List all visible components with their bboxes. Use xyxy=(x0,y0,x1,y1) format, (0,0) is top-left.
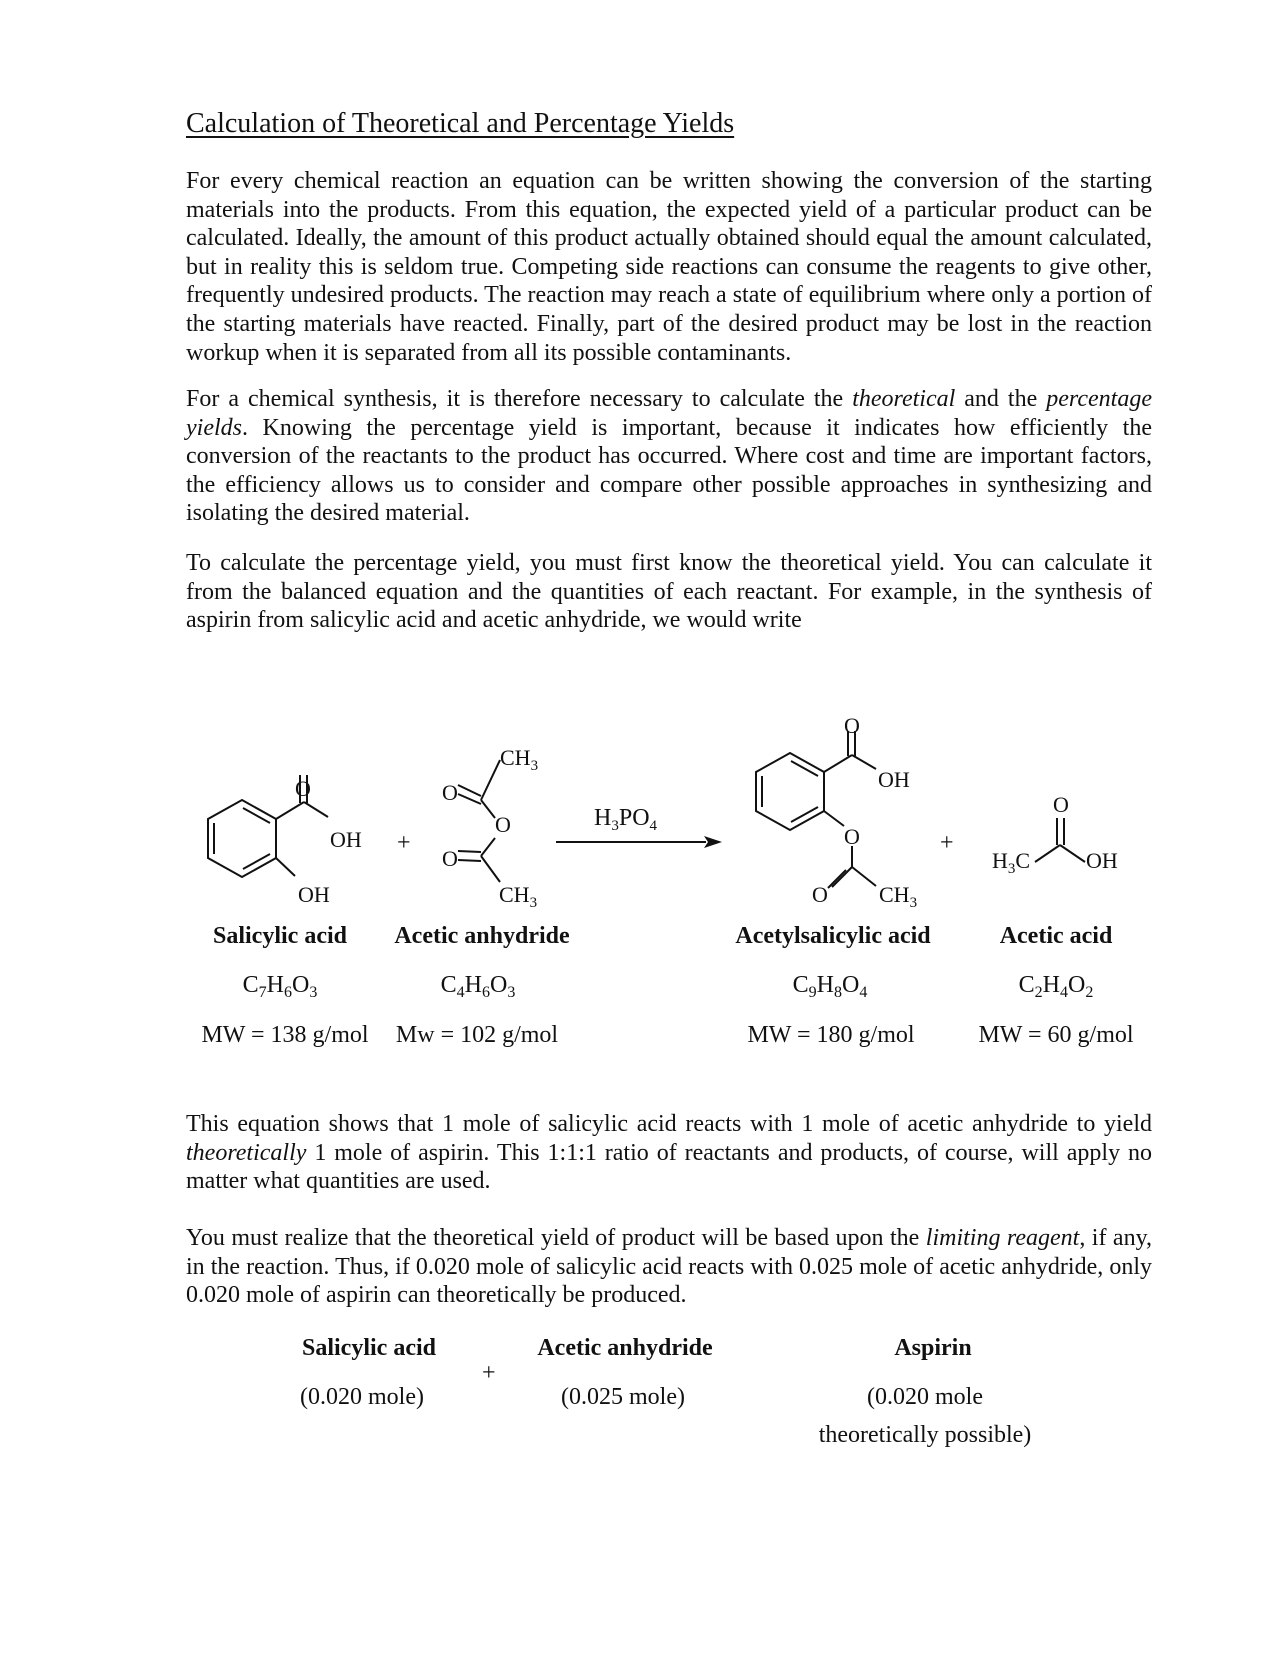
page-title: Calculation of Theoretical and Percentage Yields xyxy=(186,108,735,139)
mw-salicylic: MW = 138 g/mol xyxy=(201,1022,369,1048)
atom-o: O xyxy=(495,812,511,837)
atom-o: O xyxy=(442,846,458,871)
atom-o: O xyxy=(844,824,860,849)
atom-o: O xyxy=(442,780,458,805)
atom-oh: OH xyxy=(878,767,910,792)
example-reactant2-qty: (0.025 mole) xyxy=(561,1384,685,1410)
paragraph-calculate: To calculate the percentage yield, you must first know the theoretical yield. You can calculate it from the balanced equation and the quantities of each reactant. For example, in the synthesis of aspirin from salicylic acid and acetic anhydride, we would write xyxy=(186,550,1152,634)
compound-name-anhydride: Acetic anhydride xyxy=(394,923,570,949)
paragraph-equation: This equation shows that 1 mole of salicylic acid reacts with 1 mole of acetic anhydride to yield theoretically 1 mole of aspirin. This 1:1:1 ratio of reactants and products, of course, will apply no matter what quantities are used. xyxy=(186,1111,1152,1195)
arrow-head xyxy=(704,836,722,848)
example-product-name: Aspirin xyxy=(894,1335,972,1361)
acetic-acid-structure xyxy=(1035,818,1085,862)
atom-o: O xyxy=(812,882,828,907)
atom-o: O xyxy=(295,776,311,801)
compound-name-acetylsalicylic: Acetylsalicylic acid xyxy=(735,923,931,949)
example-reactant1-name: Salicylic acid xyxy=(302,1335,436,1361)
atom-oh: OH xyxy=(298,882,330,907)
formula-salicylic: $C_7H_6O_3$ xyxy=(242,972,318,1001)
plus-sign: + xyxy=(940,830,954,856)
mw-anhydride: Mw = 102 g/mol xyxy=(395,1022,559,1048)
atom-h3c: $H_3C$ xyxy=(992,848,1031,877)
example-product-qty: (0.020 mole xyxy=(867,1384,983,1410)
plus-sign: + xyxy=(482,1360,496,1386)
acetic-anhydride-structure xyxy=(458,760,500,882)
example-reactant2-name: Acetic anhydride xyxy=(537,1335,713,1361)
paragraph-limiting: You must realize that the theoretical yield of product will be based upon the limiting reagent, if any, in the reaction. Thus, if 0.020 mole of salicylic acid reacts with 0.025 mole of acetic anhydride, only 0.020 mole of aspirin can theoretically be produced. xyxy=(186,1225,1153,1309)
mw-acetic-acid: MW = 60 g/mol xyxy=(978,1022,1134,1048)
atom-o: O xyxy=(1053,792,1069,817)
example-product-note: theoretically possible) xyxy=(818,1422,1032,1448)
paragraph-intro: For every chemical reaction an equation can be written showing the conversion of the starting materials into the products. From this equation, the expected yield of a particular product can be calculated. Ideally, the amount of this product actually obtained should equal the amount calculated, but in reality this is seldom true. Competing side reactions can consume the reagents to give other, frequently undesired products. The reaction may reach a state of equilibrium where only a portion of the starting materials have reacted. Finally, part of the desired product may be lost in the reaction workup when it is separated from all its possible contaminants. xyxy=(186,168,1152,366)
atom-ch3: $CH_3$ xyxy=(499,882,538,911)
atom-oh: OH xyxy=(1086,848,1118,873)
acetylsalicylic-acid-structure xyxy=(756,731,876,888)
compound-name-salicylic: Salicylic acid xyxy=(213,923,347,949)
compound-name-acetic-acid: Acetic acid xyxy=(999,923,1113,949)
atom-o: O xyxy=(844,713,860,738)
mw-acetylsalicylic: MW = 180 g/mol xyxy=(747,1022,915,1048)
atom-oh: OH xyxy=(330,827,362,852)
formula-acetylsalicylic: $C_9H_8O_4$ xyxy=(792,972,868,1001)
formula-anhydride: $C_4H_6O_3$ xyxy=(440,972,516,1001)
example-reactant1-qty: (0.020 mole) xyxy=(300,1384,424,1410)
catalyst-label: $H_3PO_4$ xyxy=(594,805,658,834)
formula-acetic-acid: $C_2H_4O_2$ xyxy=(1018,972,1094,1001)
plus-sign: + xyxy=(397,830,411,856)
paragraph-synthesis: For a chemical synthesis, it is therefore necessary to calculate the theoretical and the percentage yields. Knowing the percentage yield is important, because it indicates how efficiently the conversion of the reactants to the product has occurred. Where cost and time are important factors, the efficiency allows us to consider and compare other possible approaches in synthesizing and isolating the desired material. xyxy=(186,386,1152,527)
atom-ch3: $CH_3$ xyxy=(879,882,918,911)
atom-ch3: $CH_3$ xyxy=(500,745,539,774)
